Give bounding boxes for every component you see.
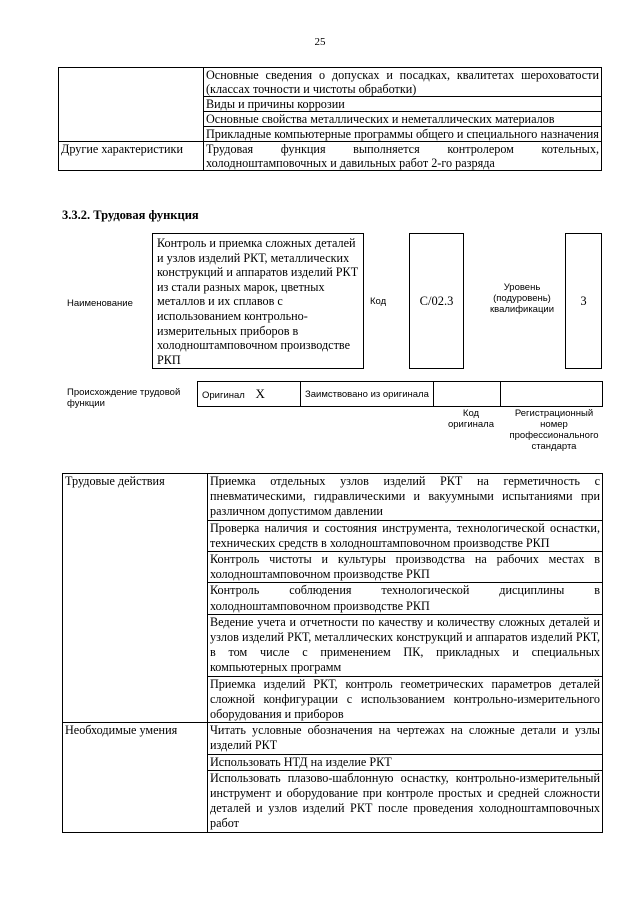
table-cell: Ведение учета и отчетности по качеству и количеству сложных деталей и узлов изделий РКТ, металлических конструкций и аппаратов изделий РКТ, в том числе с применением ПК, прикладных и специальных компьютерных программ — [208, 614, 603, 676]
page-number: 25 — [314, 36, 326, 48]
function-name-box: Контроль и приемка сложных деталей и узлов изделий РКТ, металлических конструкций и аппаратов изделий РКТ из стали разных марок, цветных металлов и их сплавов с использованием контрольно-измерительных приборов в холодноштамповочном производстве РКП — [152, 233, 364, 369]
table-cell: Использовать НТД на изделие РКТ — [208, 754, 603, 770]
table-cell: Проверка наличия и состояния инструмента, технологической оснастки, технических средств в холодноштамповочном производстве РКП — [208, 520, 603, 551]
table-cell: Виды и причины коррозии — [204, 97, 602, 112]
reg-number-cell — [501, 382, 603, 407]
original-mark: X — [255, 385, 265, 401]
original-label: Оригинал — [202, 389, 245, 401]
knowledge-table — [58, 67, 602, 171]
table-cell: Приемка изделий РКТ, контроль геометрических параметров деталей сложной конфигурации с использованием контрольно-измерительного оборудования и приборов — [208, 676, 603, 723]
table-cell: Трудовая функция выполняется контролером котельных, холодноштамповочных и давильных работ 2-го разряда — [204, 142, 602, 171]
reg-number-caption: Регистрационный номер профессионального стандарта — [509, 408, 599, 452]
code-original-cell — [434, 382, 501, 407]
row-label: Другие характеристики — [59, 142, 204, 171]
section-title: 3.3.2. Трудовая функция — [62, 208, 199, 222]
borrowed-cell: Заимствовано из оригинала — [301, 382, 434, 407]
code-original-caption: Код оригинала — [447, 408, 494, 430]
table-cell: Читать условные обозначения на чертежах на сложные детали и узлы изделий РКТ — [208, 723, 603, 754]
origin-table — [197, 381, 603, 407]
row-label: Трудовые действия — [63, 474, 208, 723]
table-cell: Контроль чистоты и культуры производства на рабочих местах в холодноштамповочном производстве РКП — [208, 552, 603, 583]
code-value-box: С/02.3 — [409, 233, 464, 369]
table-cell: Основные свойства металлических и неметаллических материалов — [204, 112, 602, 127]
table-cell: Использовать плазово-шаблонную оснастку, контрольно-измерительный инструмент и оборудование при контроле простых и средней сложности деталей и узлов изделий РКТ после проведения холодноштамповочных работ — [208, 770, 603, 832]
table-cell: Контроль соблюдения технологической дисциплины в холодноштамповочном производстве РКП — [208, 583, 603, 614]
table-cell: Прикладные компьютерные программы общего и специального назначения — [204, 127, 602, 142]
code-label: Код — [370, 296, 387, 307]
name-label: Наименование — [67, 298, 133, 309]
original-cell — [198, 382, 301, 407]
level-label: Уровень (подуровень) квалификации — [489, 282, 555, 315]
actions-table — [62, 473, 603, 833]
row-label — [59, 68, 204, 142]
level-value-box: 3 — [565, 233, 602, 369]
table-cell: Приемка отдельных узлов изделий РКТ на герметичность с пневматическими, гидравлическими и вакуумными испытаниями при различном допустимом давлении — [208, 474, 603, 521]
origin-label: Происхождение трудовой функции — [67, 387, 181, 409]
row-label: Необходимые умения — [63, 723, 208, 832]
table-cell: Основные сведения о допусках и посадках, квалитетах шероховатости (классах точности и чистоты обработки) — [204, 68, 602, 97]
